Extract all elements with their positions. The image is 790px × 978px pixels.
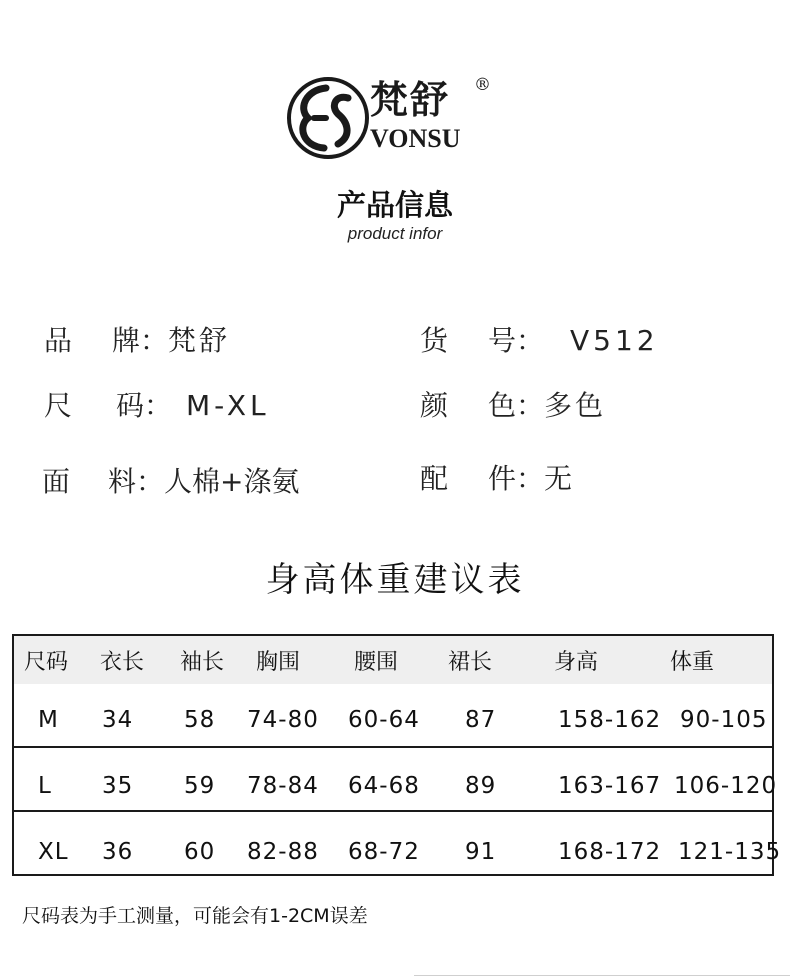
field-key: 尺 [44, 389, 73, 422]
field-material [42, 465, 299, 499]
table-row [14, 688, 772, 752]
column-header: 衣长 [100, 649, 145, 675]
table-row [14, 820, 782, 884]
table-cell: 158-162 [558, 707, 662, 733]
field-value: M-XL [186, 389, 270, 422]
field-key: 面 [42, 465, 71, 498]
table-cell: 35 [102, 773, 134, 799]
field-key: 货 [420, 324, 449, 357]
registered-mark: ® [474, 75, 491, 95]
table-cell: M [38, 707, 59, 733]
field-key: 配 [420, 462, 449, 495]
field-key: 颜 [420, 389, 449, 422]
field-value: 梵舒 [168, 324, 231, 357]
column-header: 袖长 [180, 649, 225, 675]
field-key: 品 [44, 324, 73, 357]
vonsu-emblem-icon [286, 76, 370, 160]
table-row [14, 754, 778, 818]
table-header-row [14, 636, 772, 684]
table-cell: 90-105 [680, 707, 768, 733]
table-cell: 34 [102, 707, 134, 733]
field-color [420, 389, 606, 423]
table-cell: 36 [102, 839, 134, 865]
field-accessories [420, 462, 575, 496]
field-value: 无 [544, 462, 576, 495]
table-cell: 121-135 [678, 839, 782, 865]
size-table-title: 身高体重建议表 [265, 560, 525, 600]
field-brand [44, 324, 230, 358]
table-cell: 91 [465, 839, 497, 865]
table-cell: 106-120 [674, 773, 778, 799]
table-cell: 64-68 [348, 773, 420, 799]
column-header: 身高 [554, 649, 599, 675]
field-size [44, 389, 270, 423]
table-cell: 60 [184, 839, 216, 865]
table-cell: 60-64 [348, 707, 420, 733]
table-cell: 59 [184, 773, 216, 799]
field-key: 件： [488, 462, 545, 495]
table-cell: 78-84 [247, 773, 319, 799]
column-header: 腰围 [354, 649, 399, 675]
table-cell: 163-167 [558, 773, 662, 799]
brand-logo [286, 76, 496, 160]
field-key: 牌： [112, 324, 169, 357]
field-key: 码： [116, 389, 173, 422]
column-header: 尺码 [24, 649, 69, 675]
table-cell: XL [38, 839, 69, 865]
brand-name-en: VONSU [370, 124, 461, 153]
product-info-title: 产品信息 [336, 188, 453, 222]
table-cell: 68-72 [348, 839, 420, 865]
product-info-subtitle: product infor [347, 224, 443, 243]
field-key: 号： [488, 324, 545, 357]
row-divider [14, 746, 772, 748]
row-divider [14, 810, 772, 812]
table-cell: 89 [465, 773, 497, 799]
column-header: 裙长 [448, 649, 493, 675]
table-cell: 74-80 [247, 707, 319, 733]
table-cell: 87 [465, 707, 497, 733]
field-value: V512 [570, 324, 659, 357]
column-header: 体重 [670, 649, 715, 675]
brand-name-cn: 梵舒 [370, 77, 451, 122]
table-cell: 82-88 [247, 839, 319, 865]
table-cell: L [38, 773, 52, 799]
field-item-number [420, 324, 659, 358]
table-cell: 58 [184, 707, 216, 733]
measurement-note: 尺码表为手工测量，可能会有1-2CM误差 [22, 905, 368, 927]
bottom-divider [414, 975, 790, 976]
column-header: 胸围 [256, 649, 301, 675]
field-value: 多色 [544, 389, 607, 422]
size-table [12, 634, 782, 876]
field-key: 料： [108, 465, 165, 498]
field-value: 人棉+涤氨 [164, 465, 300, 498]
field-key: 色： [488, 389, 545, 422]
table-cell: 168-172 [558, 839, 662, 865]
